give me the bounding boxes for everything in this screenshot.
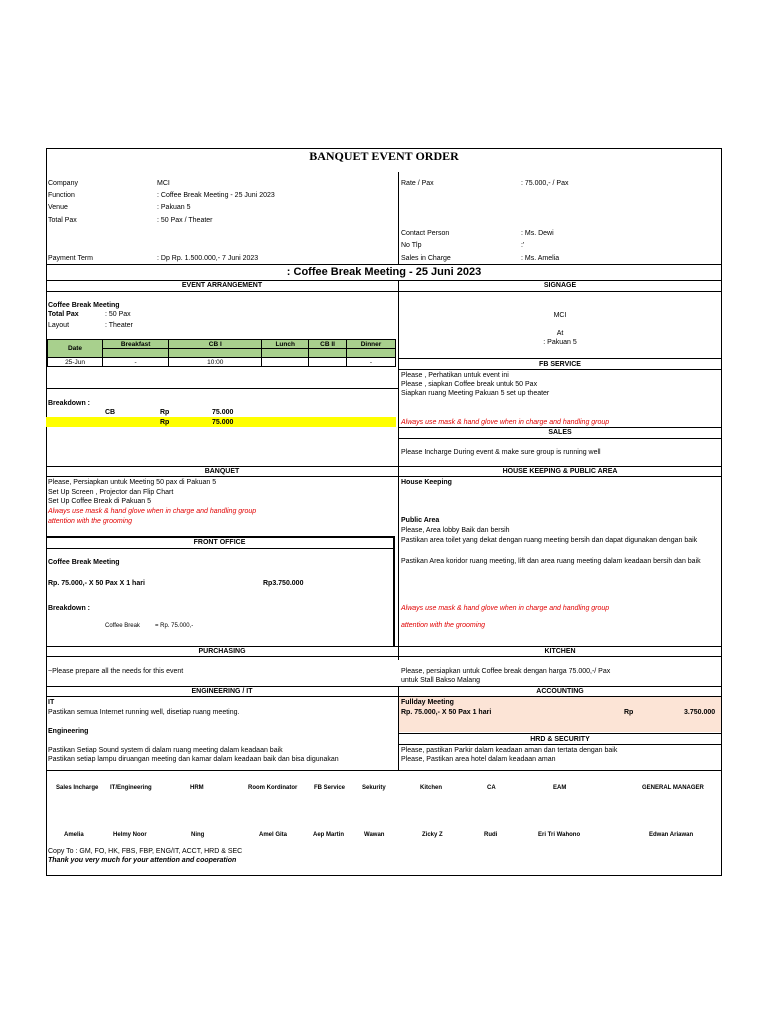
th-cb2: CB II <box>309 340 347 349</box>
housekeeping-header: HOUSE KEEPING & PUBLIC AREA <box>502 468 618 475</box>
kitchen-line2: untuk Stall Bakso Malang <box>401 677 480 684</box>
bd1-rp: Rp <box>160 409 170 416</box>
hrd-line1: Please, pastikan Parkir dalam keadaan aman dan tertata dengan baik <box>401 747 618 754</box>
divider <box>398 744 721 745</box>
company-value: MCI <box>157 180 170 187</box>
sig-name: Zicky Z <box>422 832 443 838</box>
sig-name: Wawan <box>364 832 385 838</box>
hk-label: House Keeping <box>401 479 452 486</box>
sig-name: Edwan Ariawan <box>649 832 694 838</box>
th-date: Date <box>48 340 103 358</box>
venue-value: : Pakuan 5 <box>157 204 191 211</box>
cell <box>169 349 262 358</box>
ea-total-pax-label: Total Pax <box>48 311 79 318</box>
fb-line2: Please , siapkan Coffee break untuk 50 Pax <box>401 381 538 388</box>
banquet-red1: Always use mask & hand glove when in charge and handling group <box>48 508 257 515</box>
th-dinner: Dinner <box>347 340 396 349</box>
tlp-value: :' <box>521 242 525 249</box>
rate-value: : 75.000,- / Pax <box>521 180 569 187</box>
cell <box>309 349 347 358</box>
cell <box>262 349 309 358</box>
divider <box>46 548 394 549</box>
fb-red: Always use mask & hand glove when in charge and handling group <box>401 419 610 426</box>
copy-to: Copy To : GM, FO, HK, FBS, FBP, ENG/IT, ACCT, HRD & SEC <box>48 848 243 855</box>
sig-name: Aep Martin <box>313 832 345 838</box>
document-title: BANQUET EVENT ORDER <box>309 149 459 163</box>
divider <box>398 438 721 439</box>
sig-role: EAM <box>553 785 567 791</box>
front-office-box <box>46 536 395 646</box>
divider <box>46 291 721 292</box>
tlp-label: No Tlp <box>401 242 422 249</box>
sig-name: Rudi <box>484 832 498 838</box>
sig-role: Sales Incharge <box>56 785 99 791</box>
kitchen-header: KITCHEN <box>544 648 576 655</box>
eng-line1: Pastikan Setiap Sound system di dalam ruang meeting dalam keadaan baik <box>48 747 283 754</box>
fo-calc: Rp. 75.000,- X 50 Pax X 1 hari <box>48 580 145 587</box>
divider <box>46 476 721 477</box>
hk-line2: Pastikan area toilet yang dekat dengan ruang meeting bersih dan dapat digunakan dengan baik <box>401 537 698 544</box>
bd1-value: 75.000 <box>212 409 234 416</box>
td-cb2 <box>309 358 347 367</box>
sales-header: SALES <box>548 429 572 436</box>
function-label: Function <box>48 192 75 199</box>
venue-label: Venue <box>48 204 68 211</box>
divider <box>46 388 398 389</box>
th-cb1: CB I <box>169 340 262 349</box>
td-dinner: - <box>347 358 396 367</box>
banquet-header: BANQUET <box>204 468 240 475</box>
acc-calc: Rp. 75.000,- X 50 Pax 1 hari <box>401 709 492 716</box>
fb-line1: Please , Perhatikan untuk event ini <box>401 372 509 379</box>
payment-term-value: : Dp Rp. 1.500.000,- 7 Juni 2023 <box>157 255 259 262</box>
fb-service-header: FB SERVICE <box>539 361 581 368</box>
acc-rp: Rp <box>624 709 634 716</box>
sig-role: Sekurity <box>362 785 386 791</box>
ea-name: Coffee Break Meeting <box>48 302 120 309</box>
fo-name: Coffee Break Meeting <box>48 559 120 566</box>
sig-role: HRM <box>190 785 204 791</box>
acc-total: 3.750.000 <box>684 709 716 716</box>
sig-role: Kitchen <box>420 785 443 791</box>
bd1-item: CB <box>105 409 116 416</box>
signage-line2: At <box>556 330 564 337</box>
hk-line3: Pastikan Area koridor ruang meeting, lift dan area ruang meeting dalam keadaan bersih dan baik <box>401 558 701 565</box>
sig-role: FB Service <box>314 785 346 791</box>
engineering-header: ENGINEERING / IT <box>191 688 253 695</box>
ea-layout-value: : Theater <box>105 322 133 329</box>
it-line: Pastikan semua Internet running well, disetiap ruang meeting. <box>48 709 240 716</box>
hk-line1: Please, Area lobby Baik dan bersih <box>401 527 510 534</box>
contact-value: : Ms. Dewi <box>521 230 554 237</box>
ea-layout-label: Layout <box>48 322 70 329</box>
td-breakfast: - <box>103 358 169 367</box>
sig-role: CA <box>487 785 496 791</box>
divider <box>398 358 721 359</box>
sig-name: Eri Tri Wahono <box>538 832 581 838</box>
purchasing-header: PURCHASING <box>198 648 246 655</box>
td-lunch <box>262 358 309 367</box>
td-date: 25-Jun <box>48 358 103 367</box>
info-divider <box>398 172 399 264</box>
accounting-header: ACCOUNTING <box>536 688 584 695</box>
divider <box>398 369 721 370</box>
cell <box>347 349 396 358</box>
banquet-line1: Please, Persiapkan untuk Meeting 50 pax di Pakuan 5 <box>48 479 217 486</box>
kitchen-line1: Please, persiapkan untuk Coffee break dengan harga 75.000,-/ Pax <box>401 668 611 675</box>
event-arrangement-header: EVENT ARRANGEMENT <box>181 282 263 289</box>
event-title: : Coffee Break Meeting - 25 Juni 2023 <box>286 266 482 278</box>
front-office-header: FRONT OFFICE <box>193 539 246 546</box>
fo-total: Rp3.750.000 <box>263 580 304 587</box>
divider <box>398 733 721 734</box>
total-pax-value: : 50 Pax / Theater <box>157 217 213 224</box>
it-label: IT <box>48 699 55 706</box>
signage-header: SIGNAGE <box>543 282 577 289</box>
schedule-row <box>48 358 396 367</box>
fo-breakdown-label: Breakdown : <box>48 605 91 612</box>
sales-label: Sales in Charge <box>401 255 451 262</box>
fo-bd-value: = Rp. 75.000,- <box>155 623 194 629</box>
sig-role: GENERAL MANAGER <box>642 785 704 791</box>
hk-red2: attention with the grooming <box>401 622 486 629</box>
banquet-line3: Set Up Coffee Break di Pakuan 5 <box>48 498 151 505</box>
th-lunch: Lunch <box>262 340 309 349</box>
sig-name: Ning <box>191 832 205 838</box>
hrd-line2: Please, Pastikan area hotel dalam keadaan aman <box>401 756 556 763</box>
sig-role: IT/Engineering <box>110 785 152 791</box>
fb-line3: Siapkan ruang Meeting Pakuan 5 set up theater <box>401 390 550 397</box>
sig-role: Room Kordinator <box>248 785 298 791</box>
fo-bd-item: Coffee Break <box>105 623 140 629</box>
ea-total-pax-value: : 50 Pax <box>105 311 131 318</box>
sig-name: Amelia <box>64 832 84 838</box>
rate-label: Rate / Pax <box>401 180 434 187</box>
pa-label: Public Area <box>401 517 440 524</box>
sales-line1: Please Incharge During event & make sure group is running well <box>401 449 601 456</box>
company-label: Company <box>48 180 78 187</box>
td-cb1: 10:00 <box>169 358 262 367</box>
acc-name: Fullday Meeting <box>401 699 454 706</box>
ea-breakdown-label: Breakdown : <box>48 400 91 407</box>
schedule-table <box>47 339 396 367</box>
cell <box>103 349 169 358</box>
th-breakfast: Breakfast <box>103 340 169 349</box>
divider <box>46 770 721 771</box>
banquet-red2: attention with the grooming <box>48 518 133 525</box>
total-pax-label: Total Pax <box>48 217 77 224</box>
divider <box>46 656 721 657</box>
banquet-line2: Set Up Screen , Projector dan Flip Chart <box>48 489 174 496</box>
purchasing-line1: ~Please prepare all the needs for this event <box>48 668 184 675</box>
signage-line1: MCI <box>553 312 567 319</box>
sig-name: Amel Gita <box>259 832 288 838</box>
divider <box>46 264 721 265</box>
thank-you: Thank you very much for your attention and cooperation <box>48 857 237 864</box>
eng-label: Engineering <box>48 728 89 735</box>
signage-line3: : Pakuan 5 <box>543 339 577 346</box>
sig-name: Helmy Noor <box>113 832 147 838</box>
eng-line2: Pastikan setiap lampu diruangan meeting dan kamar dalam keadaan baik dan bisa digunakan <box>48 756 339 763</box>
payment-term-label: Payment Term <box>48 255 93 262</box>
bd2-value: 75.000 <box>212 419 234 426</box>
hrd-header: HRD & SECURITY <box>530 736 590 743</box>
schedule-header-row <box>48 340 396 349</box>
contact-label: Contact Person <box>401 230 450 237</box>
sales-value: : Ms. Amelia <box>521 255 560 262</box>
hk-red1: Always use mask & hand glove when in charge and handling group <box>401 605 610 612</box>
bd2-rp: Rp <box>160 419 170 426</box>
function-value: : Coffee Break Meeting - 25 Juni 2023 <box>157 192 275 199</box>
